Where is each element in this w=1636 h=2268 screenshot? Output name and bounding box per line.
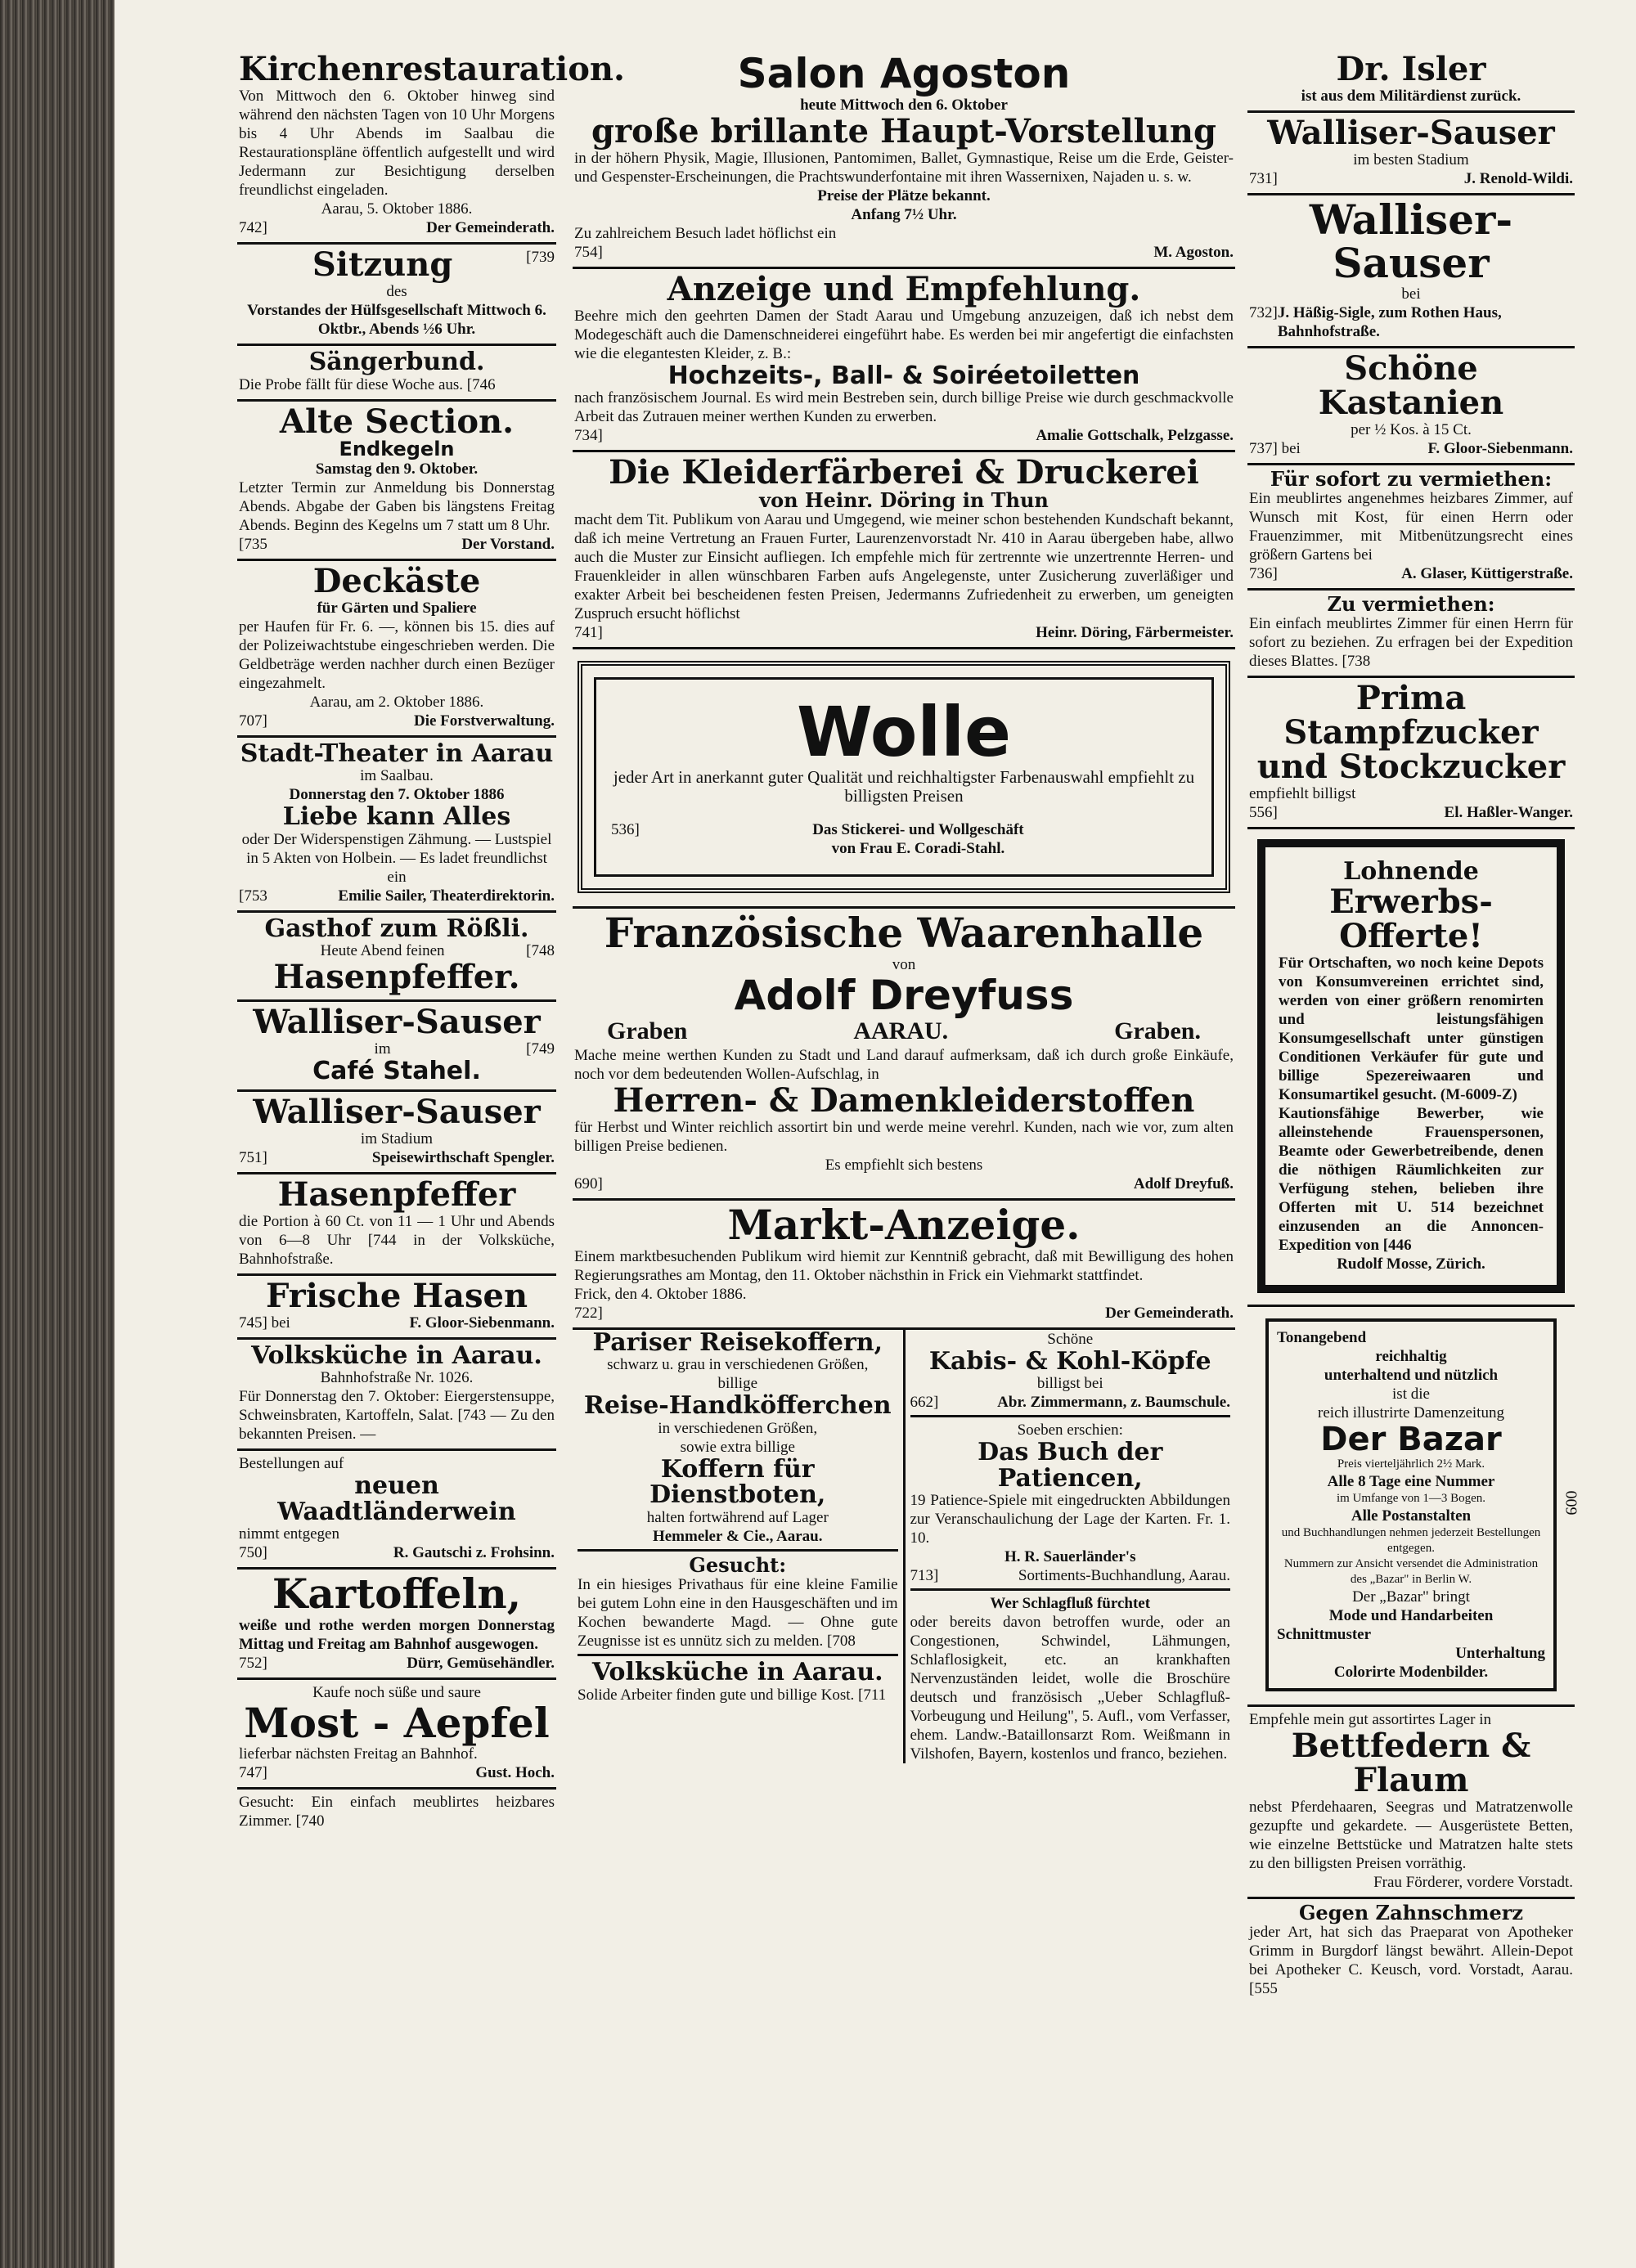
- ad-signature: Der Gemeinderath.: [1105, 1304, 1234, 1322]
- ad-title: Salon Agoston: [737, 50, 1071, 97]
- ad-signature: Hemmeler & Cie., Aarau.: [652, 1527, 823, 1545]
- ad-text: oder bereits davon betroffen wurde, oder an Congestionen, Schwindel, Lähmungen, Schlaflosigkeit, etc. an krankhaften Nervenzuständen leidet, wolle die Broschüre deutsch und französisch „Ueber Schlagfluß-Vorbeugung und Heilung", 5. Aufl., vom Verfasser, ehem. Landw.-Bataillonsarzt Rom. Weißmann in Vilshofen, Bayern, kostenlos und franco, beziehen.: [910, 1614, 1230, 1763]
- black-frame: [1257, 839, 1565, 1293]
- ad-signature: Die Forstverwaltung.: [413, 712, 555, 730]
- ad-text: Ein einfach meublirtes Zimmer für einen Herrn für sofort zu beziehen. Zu erfragen bei der Expedition dieses Blattes. [738: [1249, 615, 1573, 671]
- ad-text: nimmt entgegen: [239, 1525, 339, 1543]
- ad-footer: [910, 1566, 1231, 1585]
- ad-signature: El. Haßler-Wanger.: [1444, 804, 1573, 822]
- ad-title2: Hasenpfeffer.: [273, 958, 520, 997]
- ad-signature: F. Gloor-Siebenmann.: [1427, 440, 1573, 457]
- ad-footer: [239, 712, 555, 730]
- ad-text: macht dem Tit. Publikum von Aarau und Umgegend, wie meiner schon bestehenden Kundschaft bekannt, daß ich meine Vertretung an Frauen Furter, Laurenzenvorstadt Nr. 410 in Aarau übergeben habe, allwo auch die Muster zur Einsicht aufliegen. Ich empfehle mich für zertrennte wie unzertrennte Herren- und Frauenkleider in allen wünschbaren Farben aufs Angelegenste, unter Zusicherung zuverläßiger und exakter Arbeit bei bescheidenen festen Preisen, Jedermanns Zufriedenheit zu erwerben, um geneigten Zuspruch ersucht höflichst: [574, 511, 1234, 623]
- ad-pre: Kaufe noch süße und saure: [312, 1683, 481, 1701]
- ad-footer: [1249, 439, 1573, 458]
- ad-number: [748: [526, 942, 555, 960]
- ad-text: Für Ortschaften, wo noch keine Depots von Konsumvereinen errichtet sind, werden von einer größern renomirten und leistungsfähigen Konsumgesellschaft unter günstigen Conditionen Verkäufer für gute und billige Spezereiwaaren und Konsumartikel gesucht. (M-6009-Z): [1279, 954, 1544, 1103]
- ad-alte-section: [237, 402, 556, 561]
- bazar-line: reichhaltig: [1375, 1347, 1447, 1365]
- split-left: [573, 1327, 906, 1764]
- ad-title: Bettfedern & Flaum: [1291, 1726, 1531, 1799]
- ad-title: Sängerbund.: [308, 348, 485, 376]
- ad-dreyfuss: [573, 909, 1235, 1201]
- ad-title: Zu vermiethen:: [1327, 592, 1495, 617]
- ad-signature: Frau Förderer, vordere Vorstadt.: [1373, 1873, 1573, 1891]
- ad-title: Gesucht:: [689, 1552, 787, 1577]
- ad-header: [239, 245, 555, 284]
- bazar-title: Der Bazar: [1320, 1420, 1502, 1458]
- ad-number: 731]: [1249, 170, 1278, 187]
- ad-text: oder Der Widerspenstigen Zähmung. — Lustspiel in 5 Akten von Holbein. — Es ladet freundlichst ein: [241, 830, 552, 886]
- ad-text: Von Mittwoch den 6. Oktober hinweg sind während den nächsten Tagen von 10 Uhr Morgens bis 4 Uhr Abends im Saalbau die Restaurationspläne öffentlich aufgestellt und wird Jedermann zur Besichtigung derselben freundlichst eingeladen.: [239, 88, 555, 199]
- ad-title: Prima Stampfzucker und Stockzucker: [1256, 679, 1566, 787]
- split-right: [906, 1330, 1236, 1764]
- ad-title3: Koffern für Dienstboten,: [649, 1454, 826, 1510]
- ad-signature: Das Stickerei- und Wollgeschäft: [812, 821, 1024, 839]
- ad-line: in verschiedenen Größen,: [658, 1419, 818, 1437]
- ad-title: Walliser-Sauser: [253, 1003, 541, 1042]
- ad-zu-vermiethen-sofort: [1247, 465, 1575, 591]
- divider: [578, 1654, 898, 1656]
- ad-title: Französische Waarenhalle: [604, 909, 1204, 958]
- ornamental-frame: [578, 661, 1230, 893]
- ad-signature: A. Glaser, Küttigerstraße.: [1401, 565, 1573, 583]
- ad-text: Die Probe fällt für diese Woche aus. [746: [239, 375, 496, 393]
- ad-number: 741]: [574, 624, 603, 642]
- place-right: Graben.: [1114, 1017, 1201, 1045]
- ad-sub: des: [386, 283, 407, 300]
- ad-number: 751]: [239, 1148, 267, 1166]
- ad-signature: F. Gloor-Siebenmann.: [409, 1314, 555, 1332]
- ad-footer: [574, 1304, 1234, 1323]
- ad-footer: [1249, 803, 1573, 822]
- ad-saengerbund: [237, 346, 556, 402]
- ad-title: Walliser-Sauser: [1309, 195, 1513, 287]
- ad-footer: [239, 218, 555, 237]
- ad-pre: Schöne: [1047, 1330, 1094, 1348]
- ad-sub: im: [374, 1040, 391, 1058]
- ad-kastanien: [1247, 348, 1575, 465]
- ad-line: Aarau, 5. Oktober 1886.: [321, 200, 473, 218]
- ad-title: Volksküche in Aarau.: [251, 1341, 542, 1370]
- ad-signature: Der Gemeinderath.: [426, 219, 555, 236]
- ad-signature: Rudolf Mosse, Zürich.: [1337, 1255, 1485, 1273]
- ad-footer: [611, 820, 1197, 858]
- ad-title: Volksküche in Aarau.: [591, 1658, 883, 1687]
- bazar-frame: [1265, 1318, 1580, 1691]
- ad-number: 742]: [239, 219, 267, 236]
- ad-number: 556]: [1249, 804, 1278, 822]
- ad-sub: bei: [1401, 285, 1421, 303]
- ad-title: Walliser-Sauser: [253, 1092, 541, 1131]
- ad-zahnschmerz: [1247, 1899, 1575, 2003]
- ad-walliser-spengler: [237, 1092, 556, 1174]
- ad-sub: im besten Stadium: [1353, 151, 1469, 168]
- ad-sub: im Stadium: [360, 1130, 434, 1147]
- ad-sub2: Donnerstag den 7. Oktober 1886: [289, 786, 505, 804]
- ad-title: Das Buch der Patiencen,: [978, 1438, 1163, 1493]
- ad-sub: Endkegeln: [339, 437, 455, 460]
- ad-title: Gasthof zum Rößli.: [264, 914, 529, 943]
- ad-hasenpfeffer: [237, 1174, 556, 1276]
- ad-text: 19 Patience-Spiele mit eingedruckten Abbildungen zur Veranschaulichung der Lage der Karten. Fr. 1. 10.: [910, 1492, 1230, 1547]
- ad-kirchenrestauration: [237, 49, 625, 245]
- ad-line: schwarz u. grau in verschiedenen Größen,: [607, 1356, 869, 1374]
- ad-signature: M. Agoston.: [1153, 243, 1234, 261]
- ad-pre: Soeben erschien:: [1017, 1421, 1123, 1439]
- ad-signature: Abr. Zimmermann, z. Baumschule.: [997, 1394, 1230, 1412]
- ad-der-bazar: [1247, 1307, 1580, 1707]
- split-section: [573, 1327, 1235, 1764]
- ad-title2: Erwerbs-Offerte!: [1329, 882, 1493, 955]
- ad-signature: H. R. Sauerländer's: [1005, 1548, 1136, 1566]
- ad-sub: per ½ Kos. à 15 Ct.: [1351, 421, 1472, 438]
- ad-text: jeder Art, hat sich das Praeparat von Apotheker Grimm in Burgdorf längst bewährt. Allein-Depot bei Apotheker C. Keusch, vord. Vorstadt, Aarau. [555: [1249, 1924, 1573, 1998]
- ad-volkskueche: [237, 1340, 556, 1452]
- ad-markt-anzeige: [573, 1201, 1235, 1330]
- ad-title: Kirchenrestauration.: [239, 50, 625, 88]
- ad-title: Lohnende: [1343, 857, 1479, 887]
- ad-text: In ein hiesiges Privathaus für eine kleine Familie bei gutem Lohn eine in den Hausgeschäften und im Kochen bewanderte Magd. — Ohne gute Zeugnisse ist es unnütz sich zu melden. [708: [578, 1576, 898, 1650]
- ad-number: 707]: [239, 712, 267, 730]
- ad-footer: [239, 1654, 555, 1673]
- ad-title: Stadt-Theater in Aarau: [240, 739, 554, 768]
- column-right: [1247, 49, 1580, 2241]
- ad-kartoffeln: [237, 1570, 556, 1680]
- ad-text: Beehre mich den geehrten Damen der Stadt Aarau und Umgebung anzuzeigen, daß ich nebst dem Modegeschäft auch die Damenschneiderei eingeführt habe. Es werden bei mir angefertigt die einfachsten wie die elegantesten Kleider, z. B.:: [574, 307, 1234, 362]
- ad-sub: von: [892, 955, 916, 973]
- ad-line2: Anfang 7½ Uhr.: [851, 205, 957, 223]
- ad-frische-hasen: [237, 1276, 556, 1340]
- place-center: AARAU.: [853, 1017, 949, 1045]
- ad-roessli: [237, 913, 556, 1003]
- ad-number: 536]: [611, 821, 640, 839]
- ad-number: 662]: [910, 1394, 939, 1412]
- ad-number: [749: [526, 1040, 555, 1058]
- ad-title: Pariser Reisekoffern,: [592, 1327, 883, 1357]
- bazar-line: und Buchhandlungen nehmen jederzeit Bestellungen entgegen.: [1281, 1525, 1541, 1555]
- frame-inner: [594, 677, 1214, 877]
- ad-title: Sitzung: [312, 245, 453, 284]
- ad-title: Wer Schlagfluß fürchtet: [990, 1595, 1151, 1613]
- ad-footer: [239, 1763, 555, 1782]
- ad-stadt-theater: [237, 738, 556, 913]
- ad-text: Für Donnerstag den 7. Oktober: Eiergerstensuppe, Schweinsbraten, Kartoffeln, Salat. [743 — Zu den bekannten Preisen. —: [239, 1388, 555, 1444]
- ad-text: Letzter Termin zur Anmeldung bis Donnerstag Abends. Abgabe der Gaben bis längstens Freitag Abends. Beginn des Kegelns um 7 statt um 8 Uhr.: [239, 478, 555, 534]
- bazar-side-number: 009: [1562, 1490, 1580, 1516]
- ad-footer: [910, 1393, 1231, 1412]
- bazar-line: reich illustrirte Damenzeitung: [1318, 1403, 1504, 1421]
- ad-line: halten fortwährend auf Lager: [646, 1508, 829, 1526]
- bazar-line: Tonangebend: [1277, 1328, 1367, 1346]
- column-middle: [573, 49, 1235, 2241]
- ad-number: 752]: [239, 1654, 267, 1672]
- ad-line: billigst bei: [1036, 1375, 1103, 1393]
- ad-text: die Portion à 60 Ct. von 11 — 1 Uhr und Abends von 6—8 Uhr [744 in der Volksküche, Bahnhofstraße.: [239, 1212, 555, 1268]
- ad-walliser-stahel: [237, 1002, 556, 1092]
- ad-text2: nach französischem Journal. Es wird mein Bestreben sein, durch billige Preise wie durch geschmackvolle Arbeit das Zutrauen meiner werthen Kunden zu erwerben.: [574, 389, 1234, 425]
- ad-signature: Der Vorstand.: [461, 535, 555, 553]
- ad-title: neuen Waadtländerwein: [277, 1471, 516, 1526]
- ad-text: per Haufen für Fr. 6. —, können bis 15. dies auf der Polizeiwachtstube eingeschrieben werden. Die Geldbeträge werden nachher durch einen Bezüger eingezahmelt.: [239, 618, 555, 692]
- ad-text: ist aus dem Militärdienst zurück.: [1301, 88, 1521, 105]
- ad-sub2: Samstag den 9. Oktober.: [315, 460, 479, 478]
- ad-sub: Bahnhofstraße Nr. 1026.: [320, 1369, 474, 1387]
- ad-sub: für Gärten und Spaliere: [317, 599, 477, 617]
- ad-text: Ein meublirtes angenehmes heizbares Zimmer, auf Wunsch mit Kost, für einen Herrn oder Frauenzimmer, mit Mitbenützungsrecht eines größern Gartens bei: [1249, 490, 1573, 564]
- ad-title: Anzeige und Empfehlung.: [667, 269, 1141, 308]
- bazar-line: ist die: [1392, 1385, 1430, 1403]
- bazar-line: unterhaltend und nützlich: [1324, 1366, 1499, 1384]
- ad-title: Alte Section.: [279, 402, 515, 441]
- ad-title: Frische Hasen: [265, 1276, 528, 1315]
- ad-text: Vorstandes der Hülfsgesellschaft Mittwoch 6. Oktbr., Abends ½6 Uhr.: [247, 302, 546, 338]
- ad-sub: empfiehlt billigst: [1249, 785, 1356, 803]
- ad-kleiderfaerberei: [573, 452, 1235, 649]
- ad-text: Mache meine werthen Kunden zu Stadt und Land darauf aufmerksam, daß ich durch große Einkäufe, noch vor dem bedeutenden Wollen-Aufschlag, in: [574, 1047, 1234, 1084]
- bazar-line: Alle 8 Tage eine Nummer: [1327, 1472, 1495, 1490]
- ad-title: Die Kleiderfärberei & Druckerei: [609, 453, 1199, 492]
- ad-line: Es empfiehlt sich bestens: [825, 1156, 983, 1174]
- ad-text: Solide Arbeiter finden gute und billige Kost. [711: [578, 1686, 887, 1704]
- ad-waadtlaenderwein: [237, 1451, 556, 1570]
- bazar-line: Der „Bazar" bringt: [1352, 1588, 1470, 1606]
- ad-title: Dr. Isler: [1336, 50, 1486, 88]
- ad-line1: Preise der Plätze bekannt.: [817, 186, 991, 204]
- ad-sub: Heute Abend feinen: [320, 942, 445, 960]
- ad-title: Markt-Anzeige.: [727, 1201, 1081, 1250]
- ad-signature: Adolf Dreyfuß.: [1133, 1175, 1234, 1193]
- ad-line: Frick, den 4. Oktober 1886.: [574, 1285, 747, 1303]
- ad-footer: [239, 1314, 555, 1332]
- ad-text: nebst Pferdehaaren, Seegras und Matratzenwolle gezupfte und gekardete. — Ausgerüstete Betten, wie einzelne Bettstücke und Matratzen halte stets zu den billigsten Preisen vorräthig.: [1249, 1798, 1573, 1872]
- ad-text: in der höhern Physik, Magie, Illusionen, Pantomimen, Ballet, Gymnastique, Reise um die Erde, Geister- und Gespenster-Erscheinungen, die Prachtswunderfontaine mit ihren Wassernixen, Najaden u. s. w.: [574, 149, 1234, 186]
- ad-signature: Speisewirthschaft Spengler.: [371, 1148, 555, 1166]
- ad-footer: [1249, 169, 1573, 188]
- ad-title: Gegen Zahnschmerz: [1298, 1900, 1524, 1924]
- ad-title2: Reise-Handköfferchen: [583, 1391, 892, 1421]
- ad-sub: heute Mittwoch den 6. Oktober: [800, 96, 1008, 114]
- ad-number: 737] bei: [1249, 440, 1301, 457]
- ad-line: Aarau, am 2. Oktober 1886.: [309, 693, 484, 711]
- ad-footer: [239, 1543, 555, 1562]
- ad-title: Deckäste: [312, 561, 481, 600]
- ad-footer: [1249, 564, 1573, 583]
- divider: [578, 1549, 898, 1552]
- ad-zu-vermiethen: [1247, 591, 1575, 678]
- ad-signature2: von Frau E. Coradi-Stahl.: [831, 840, 1005, 858]
- ad-text2: Kautionsfähige Bewerber, wie alleinstehende Frauenspersonen, Beamte oder Gewerbetreibende, denen die nöthigen Räumlichkeiten zur Verfügung stehen, belieben ihre Offerten mit U. 514 bezeichnet einzusenden an die Annoncen-Expedition von [446: [1279, 1104, 1544, 1254]
- ad-footer: [574, 1174, 1234, 1193]
- ad-title2: Adolf Dreyfuss: [734, 971, 1074, 1019]
- ad-footer: [574, 243, 1234, 262]
- ad-footer: [239, 887, 555, 905]
- divider: [910, 1415, 1231, 1417]
- ad-footer: [574, 623, 1234, 642]
- bazar-line: Schnittmuster: [1277, 1625, 1372, 1643]
- bazar-line: Preis vierteljährlich 2½ Mark.: [1337, 1457, 1485, 1471]
- ad-signature: Gust. Hoch.: [475, 1764, 555, 1782]
- ad-footer: [574, 426, 1234, 445]
- ad-dr-isler: [1247, 49, 1575, 113]
- ad-number: [739: [526, 249, 555, 266]
- ad-salon-agoston: [573, 49, 1235, 269]
- bazar-line: Alle Postanstalten: [1351, 1507, 1472, 1525]
- place-left: Graben: [607, 1017, 688, 1045]
- ad-line: billige: [717, 1375, 758, 1393]
- ad-title2: Café Stahel.: [312, 1057, 481, 1086]
- ad-title: Für sofort zu vermiethen:: [1270, 467, 1553, 491]
- ad-anzeige-empfehlung: [573, 269, 1235, 453]
- ad-title: Hasenpfeffer: [277, 1174, 516, 1214]
- ad-number: [735: [239, 535, 267, 553]
- ad-signature2: Sortiments-Buchhandlung, Aarau.: [1018, 1567, 1230, 1585]
- ad-title2: Hochzeits-, Ball- & Soiréetoiletten: [667, 361, 1140, 390]
- ad-footer: [239, 1148, 555, 1167]
- ad-gesucht-zimmer: [237, 1790, 556, 1835]
- ad-text: jeder Art in anerkannt guter Qualität und reichhaltigster Farbenauswahl empfiehlt zu billigsten Preisen: [613, 767, 1195, 806]
- ad-signature: Amalie Gottschalk, Pelzgasse.: [1036, 427, 1234, 444]
- ad-text: Einem marktbesuchenden Publikum wird hiemit zur Kenntniß gebracht, daß mit Bewilligung des hohen Regierungsrathes am Montag, den 11. Oktober nächsthin in Frick ein Viehmarkt stattfindet.: [574, 1247, 1234, 1284]
- bazar-line: Colorirte Modenbilder.: [1333, 1663, 1489, 1681]
- ad-stampfzucker: [1247, 678, 1575, 829]
- ad-walliser-renold: [1247, 113, 1575, 195]
- ad-pre: Bestellungen auf: [239, 1455, 344, 1473]
- ad-bettfedern: [1247, 1707, 1575, 1899]
- ad-number: 750]: [239, 1544, 267, 1562]
- ad-number: 736]: [1249, 565, 1278, 583]
- ad-title: Kartoffeln,: [272, 1570, 522, 1619]
- ad-erwerbs-offerte: [1247, 829, 1575, 1307]
- ad-signature: J. Häßig-Sigle, zum Rothen Haus, Bahnhofstraße.: [1277, 304, 1502, 340]
- ad-title: Walliser-Sauser: [1267, 114, 1555, 152]
- ad-walliser-haessig: [1247, 195, 1575, 348]
- ad-title: Kabis- & Kohl-Köpfe: [928, 1346, 1211, 1376]
- ad-number: 745] bei: [239, 1314, 290, 1332]
- ad-text: weiße und rothe werden morgen Donnerstag Mittag und Freitag am Bahnhof ausgewogen.: [239, 1616, 555, 1653]
- ad-pre: Empfehle mein gut assortirtes Lager in: [1249, 1710, 1491, 1728]
- ad-signature: Dürr, Gemüsehändler.: [407, 1654, 555, 1672]
- divider: [910, 1588, 1231, 1591]
- ad-number: 732]: [1249, 304, 1278, 321]
- ad-number: 722]: [574, 1304, 603, 1322]
- ad-signature: Heinr. Döring, Färbermeister.: [1036, 624, 1234, 642]
- ad-number: 754]: [574, 243, 603, 261]
- ad-signature: R. Gautschi z. Frohsinn.: [393, 1544, 555, 1562]
- ad-footer: [1249, 303, 1573, 341]
- ad-text: Gesucht: Ein einfach meublirtes heizbares Zimmer. [740: [239, 1794, 555, 1830]
- ad-sub: im Saalbau.: [360, 767, 434, 785]
- ad-footer: [239, 535, 555, 554]
- ad-title: Wolle: [797, 692, 1011, 773]
- book-spine: [0, 0, 123, 2268]
- ad-text: lieferbar nächsten Freitag an Bahnhof.: [239, 1745, 478, 1763]
- bazar-line: Mode und Handarbeiten: [1328, 1606, 1494, 1624]
- ad-title: Most - Aepfel: [244, 1698, 550, 1747]
- bazar-line: Nummern zur Ansicht versendet die Administration des „Bazar" in Berlin W.: [1283, 1556, 1539, 1586]
- ad-signature: J. Renold-Wildi.: [1463, 170, 1573, 187]
- ad-sub: von Heinr. Döring in Thun: [759, 488, 1049, 512]
- ad-sitzung: [237, 245, 556, 346]
- ad-title2: Liebe kann Alles: [282, 802, 511, 832]
- ad-number: 747]: [239, 1764, 267, 1782]
- ad-text2: für Herbst und Winter reichlich assortirt bin und werde meine verehrl. Kunden, nach wie vor, zum alten billigen Preise bedienen.: [574, 1119, 1234, 1156]
- ad-wolle: [573, 649, 1235, 909]
- ad-signature: Emilie Sailer, Theaterdirektorin.: [338, 887, 555, 905]
- ad-places: [574, 1017, 1234, 1046]
- ad-line: sowie extra billige: [680, 1438, 795, 1456]
- ad-line3: Zu zahlreichem Besuch ladet höflichst ein: [574, 224, 837, 242]
- ad-title: Schöne Kastanien: [1318, 349, 1504, 422]
- bazar-line: Unterhaltung: [1455, 1644, 1545, 1662]
- bazar-line: im Umfange von 1—3 Bogen.: [1336, 1491, 1486, 1505]
- ad-most-aepfel: [237, 1680, 556, 1790]
- ad-title2: große brillante Haupt-Vorstellung: [591, 111, 1216, 150]
- ad-number: 734]: [574, 427, 603, 444]
- ad-number: 713]: [910, 1567, 939, 1585]
- ad-subrow: [239, 1040, 555, 1058]
- ad-deckaeste: [237, 561, 556, 738]
- ad-number: [753: [239, 887, 267, 905]
- ad-title3: Herren- & Damenkleiderstoffen: [613, 1081, 1195, 1121]
- ad-number: 690]: [574, 1175, 603, 1193]
- ad-signature-block: [812, 820, 1023, 858]
